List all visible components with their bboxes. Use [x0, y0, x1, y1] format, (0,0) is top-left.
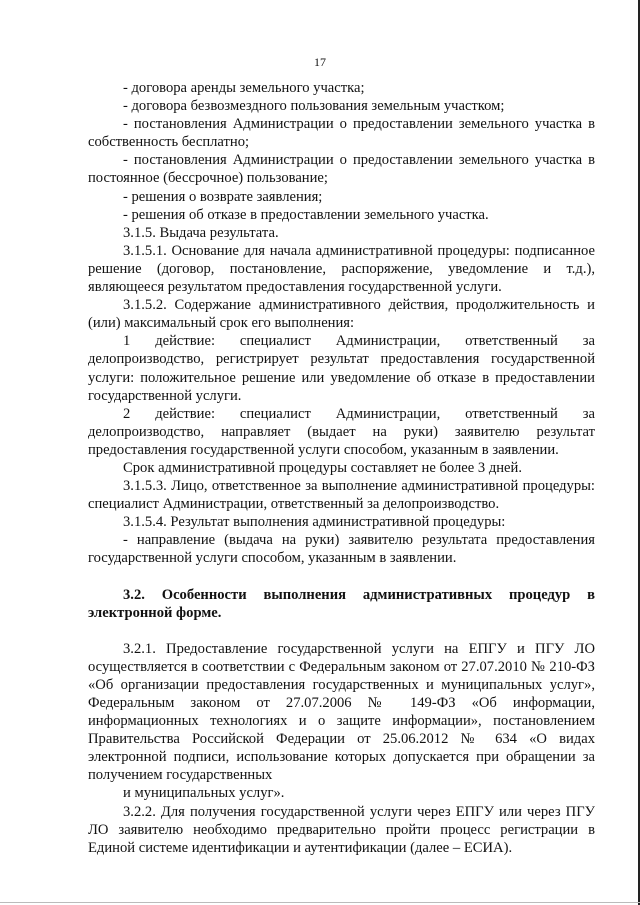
paragraph: - направление (выдача на руки) заявителю результата предоставления государственной услуги способом, указанным в заявлении.	[88, 532, 595, 567]
paragraph: 3.1.5.3. Лицо, ответственное за выполнение административной процедуры: специалист Администрации, ответственный за делопроизводство.	[88, 478, 595, 513]
paragraph: - постановления Администрации о предоставлении земельного участка в постоянное (бессрочное) пользование;	[88, 152, 595, 187]
paragraph: 3.1.5. Выдача результата.	[123, 224, 279, 241]
paragraph: 3.2.2. Для получения государственной услуги через ЕПГУ или через ПГУ ЛО заявителю необходимо предварительно пройти процесс регистрации в Единой системе идентификации и аутентификации (далее – ЕСИА).	[88, 803, 595, 856]
scan-bottom-edge	[0, 902, 640, 903]
paragraph: - договора безвозмездного пользования земельным участком;	[123, 98, 505, 115]
paragraph: 3.1.5.2. Содержание административного действия, продолжительность и (или) максимальный срок его выполнения:	[88, 297, 595, 332]
paragraph: 2 действие: специалист Администрации, ответственный за делопроизводство, направляет (выдает на руки) заявителю результат предоставления государственной услуги способом, указанным в заявлении.	[88, 405, 595, 458]
document-body	[88, 79, 595, 857]
page-number: 17	[314, 55, 326, 69]
paragraph: - решения о возврате заявления;	[123, 188, 323, 205]
paragraph: 3.1.5.4. Результат выполнения административной процедуры:	[123, 514, 506, 531]
paragraph: 3.2.1. Предоставление государственной услуги на ЕПГУ и ПГУ ЛО осуществляется в соответствии с Федеральным законом от 27.07.2010 № 210-ФЗ «Об организации предоставления государственных и муниципальных услуг», Федеральным законом от 27.07.2006 № 149-ФЗ «Об информации, информационных технологиях и о защите информации», постановлением Правительства Российской Федерации от 25.06.2012 № 634 «О видах электронной подписи, использование которых допускается при обращении за получением государственных	[88, 640, 595, 784]
paragraph: 3.1.5.1. Основание для начала административной процедуры: подписанное решение (договор, постановление, распоряжение, уведомление и т.д.), являющееся результатом предоставления государственной услуги.	[88, 242, 595, 296]
section-heading: 3.2. Особенности выполнения административных процедур в электронной форме.	[88, 586, 595, 621]
paragraph: и муниципальных услуг».	[123, 785, 285, 802]
paragraph: - решения об отказе в предоставлении земельного участка.	[123, 206, 489, 223]
paragraph: Срок административной процедуры составляет не более 3 дней.	[123, 459, 522, 476]
paragraph: - договора аренды земельного участка;	[123, 80, 365, 96]
paragraph: - постановления Администрации о предоставлении земельного участка в собственность бесплатно;	[88, 116, 595, 151]
paragraph: 1 действие: специалист Администрации, ответственный за делопроизводство, регистрирует результат предоставления государственной услуги: положительное решение или уведомление об отказе в предоставлении государственной услуги.	[88, 333, 595, 404]
